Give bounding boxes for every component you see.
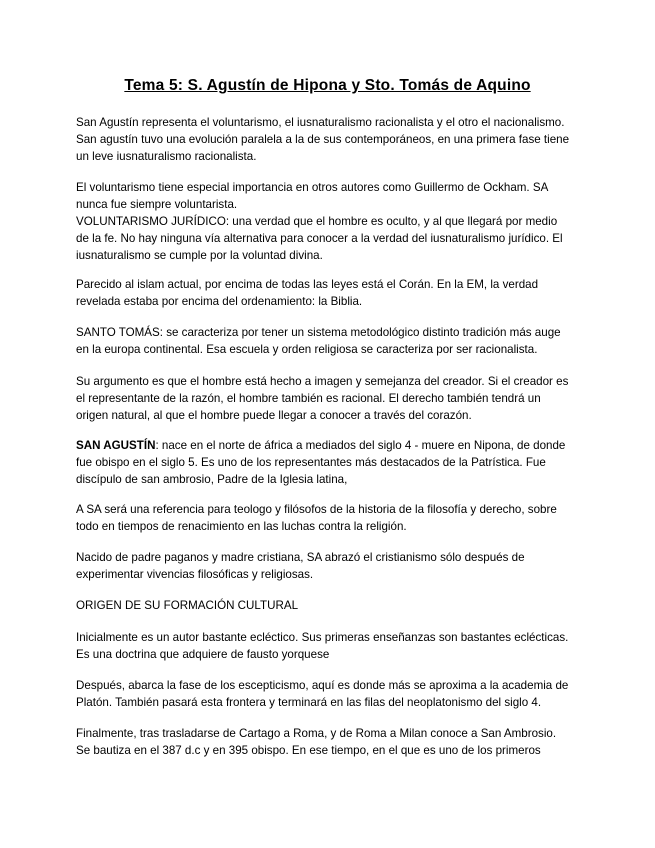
paragraph-despues xyxy=(76,677,578,711)
text-line: Parecido al islam actual, por encima de todas las leyes está el Corán. En la EM, la verdad xyxy=(76,278,539,291)
text-line: origen natural, al que el hombre puede llegar a conocer a través del corazón. xyxy=(76,409,472,422)
text-line: Se bautiza en el 387 d.c y en 395 obispo. En ese tiempo, en el que es uno de los primeros xyxy=(76,744,541,757)
paragraph-inicialmente xyxy=(76,629,578,663)
text-line: Después, abarca la fase de los escepticismo, aquí es donde más se aproxima a la academia de xyxy=(76,679,569,692)
text-line: SANTO TOMÁS: se caracteriza por tener un sistema metodológico distinto tradición más auge xyxy=(76,326,561,339)
paragraph-referencia xyxy=(76,501,578,535)
text-line: Inicialmente es un autor bastante ecléctico. Sus primeras enseñanzas son bastantes eclécticas. xyxy=(76,631,569,644)
text-line: Es una doctrina que adquiere de fausto yorquese xyxy=(76,648,330,661)
text-line: Platón. También pasará esta frontera y terminará en las filas del neoplatonismo del siglo 4. xyxy=(76,696,542,709)
section-heading-origen xyxy=(76,597,578,614)
paragraph-argumento xyxy=(76,373,578,424)
paragraph-islam xyxy=(76,276,578,310)
text-line: Su argumento es que el hombre está hecho a imagen y semejanza del creador. Si el creador es xyxy=(76,375,569,388)
text-line: el representante de la razón, el hombre también es racional. El derecho también tendrá un xyxy=(76,392,541,405)
document-title: Tema 5: S. Agustín de Hipona y Sto. Tomás de Aquino xyxy=(124,77,531,94)
text-line: VOLUNTARISMO JURÍDICO: una verdad que el hombre es oculto, y al que llegará por medio xyxy=(76,215,558,228)
text-line: revelada estaba por encima del ordenamiento: la Biblia. xyxy=(76,295,363,308)
text-line: San agustín tuvo una evolución paralela a la de sus contemporáneos, en una primera fase tiene xyxy=(76,133,570,146)
text-line: nunca fue siempre voluntarista. xyxy=(76,198,238,211)
paragraph-finalmente xyxy=(76,725,578,759)
text-line: ORIGEN DE SU FORMACIÓN CULTURAL xyxy=(76,599,299,612)
section-heading: SAN AGUSTÍN xyxy=(76,439,156,452)
text-line: A SA será una referencia para teologo y filósofos de la historia de la filosofía y derecho, sobre xyxy=(76,503,557,516)
text-line: Nacido de padre paganos y madre cristiana, SA abrazó el cristianismo sólo después de xyxy=(76,551,525,564)
text-line: Finalmente, tras trasladarse de Cartago a Roma, y de Roma a Milan conoce a San Ambrosio. xyxy=(76,727,557,740)
paragraph-intro xyxy=(76,114,578,165)
paragraph-san-agustin xyxy=(76,437,578,488)
text-line: iusnaturalismo se cumple por la voluntad divina. xyxy=(76,249,323,262)
text-line: todo en tiempos de renacimiento en las luchas contra la religión. xyxy=(76,520,407,533)
text-span: : nace en el norte de áfrica a mediados del siglo 4 - muere en Nipona, de donde xyxy=(155,439,566,452)
text-line: San Agustín representa el voluntarismo, el iusnaturalismo racionalista y el otro el nacionalismo. xyxy=(76,116,565,129)
text-line: fue obispo en el siglo 5. Es uno de los representantes más destacados de la Patrística. Fue xyxy=(76,456,546,469)
text-line: un leve iusnaturalismo racionalista. xyxy=(76,150,257,163)
text-line: discípulo de san ambrosio, Padre de la Iglesia latina, xyxy=(76,473,348,486)
paragraph-santo-tomas xyxy=(76,324,578,358)
paragraph-nacido xyxy=(76,549,578,583)
text-line: en la europa continental. Esa escuela y orden religiosa se caracteriza por ser racionalista. xyxy=(76,343,538,356)
paragraph-voluntarismo xyxy=(76,179,578,264)
text-line xyxy=(76,437,578,454)
text-line: El voluntarismo tiene especial importancia en otros autores como Guillermo de Ockham. SA xyxy=(76,181,549,194)
text-line: experimentar vivencias filosóficas y religiosas. xyxy=(76,568,314,581)
text-line: de la fe. No hay ninguna vía alternativa para conocer a la verdad del iusnaturalismo jurídico. El xyxy=(76,232,563,245)
